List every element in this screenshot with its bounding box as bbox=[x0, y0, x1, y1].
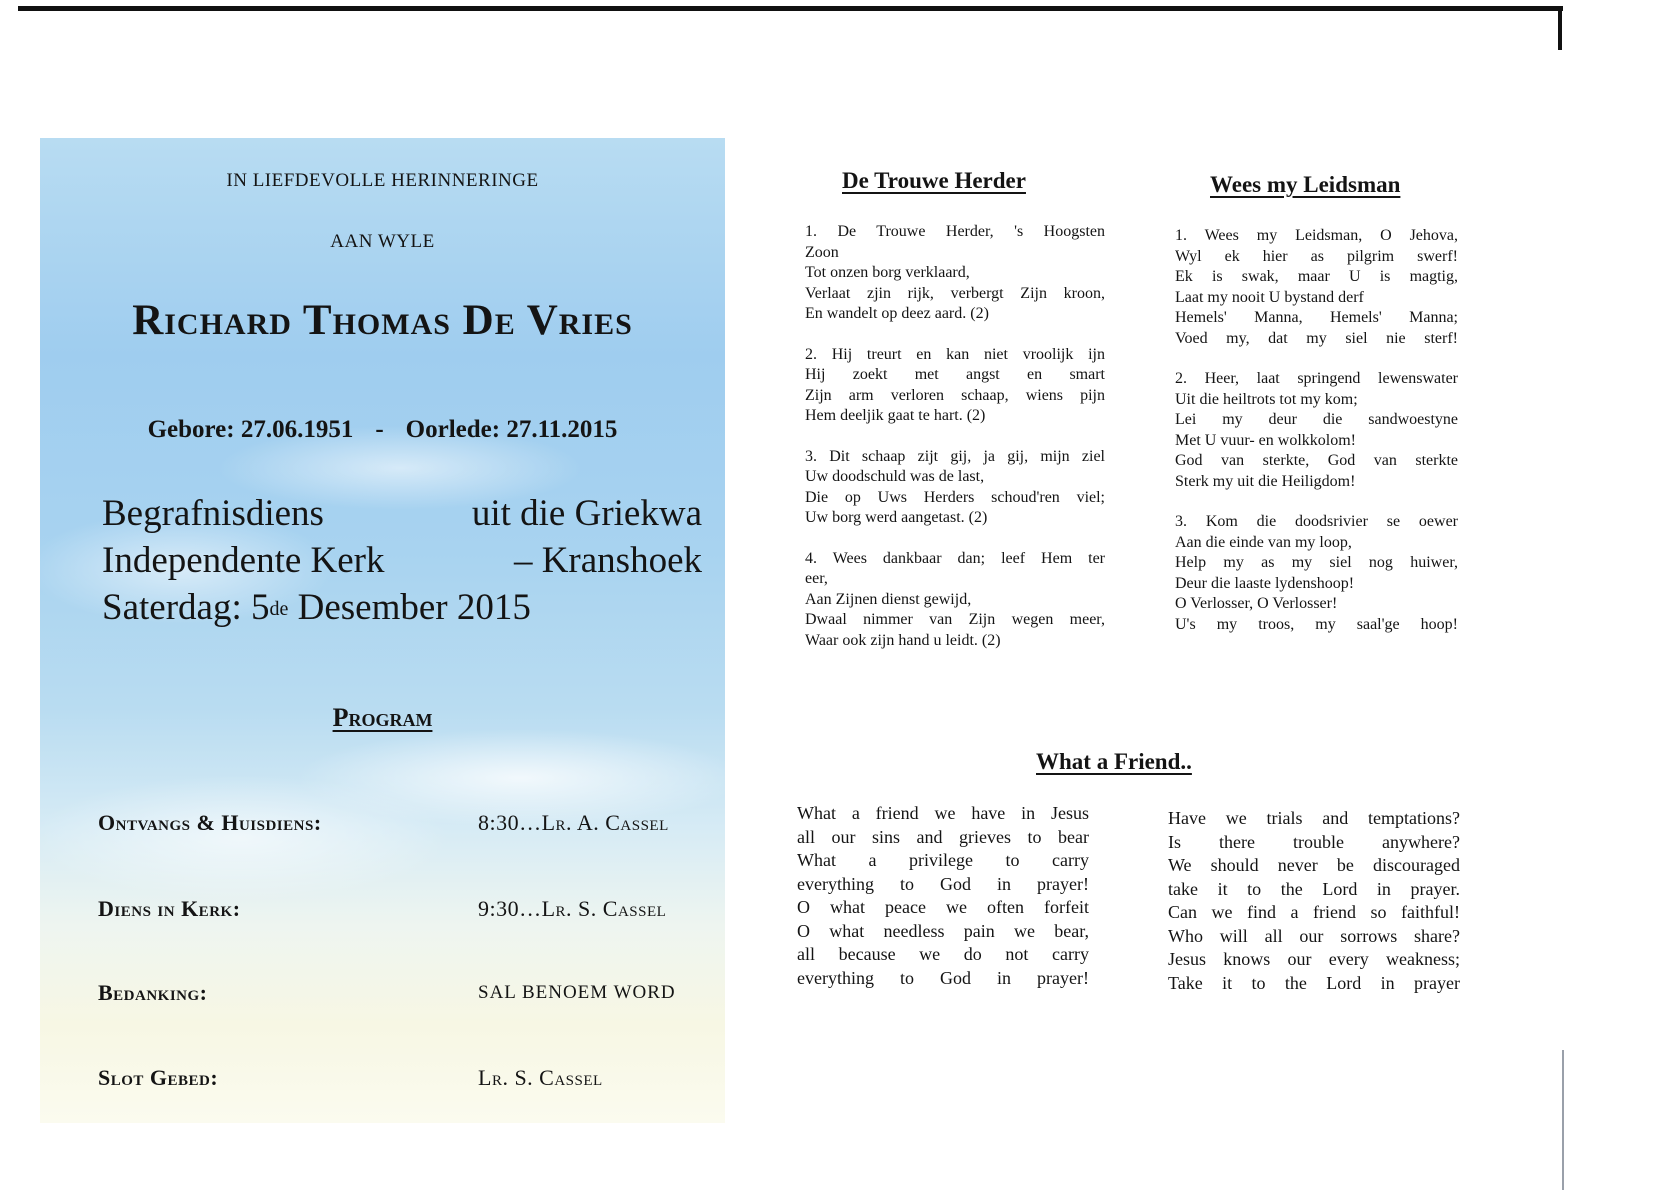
hymn-line: Sterk my uit die Heiligdom! bbox=[1175, 472, 1356, 490]
hymn-line: O what needless pain we bear, bbox=[797, 920, 1089, 941]
hymn-line: Hem deeljik gaat te hart. (2) bbox=[805, 407, 986, 424]
hymn-what-a-friend-right bbox=[1168, 807, 1460, 995]
hymn-line: Hij zoekt met angst en smart bbox=[805, 366, 1105, 383]
hymn-line: Voed my, dat my siel nie sterf! bbox=[1175, 329, 1458, 347]
hymn-line: Deur die laaste lydenshoop! bbox=[1175, 574, 1355, 592]
hymn-line: En wandelt op deez aard. (2) bbox=[805, 305, 989, 322]
hymn-verse bbox=[805, 549, 1105, 652]
of-late-heading: AAN WYLE bbox=[330, 231, 435, 252]
hymn-line: U's my troos, my saal'ge hoop! bbox=[1175, 615, 1458, 633]
in-memory-heading: IN LIEFDEVOLLE HERINNERINGE bbox=[226, 170, 539, 191]
hymn-title-what-a-friend: What a Friend.. bbox=[1036, 749, 1192, 774]
hymn-line: Aan die einde van my loop, bbox=[1175, 533, 1352, 551]
hymn-line: Have we trials and temptations? bbox=[1168, 808, 1460, 828]
program-item-label: Ontvangs & Huisdiens: bbox=[98, 810, 322, 835]
hymn-verse bbox=[1175, 369, 1458, 492]
hymn-line: Who will all our sorrows share? bbox=[1168, 925, 1460, 946]
service-details bbox=[102, 490, 702, 631]
program-item-value: SAL BENOEM WORD bbox=[478, 982, 676, 1003]
programme-cover bbox=[40, 138, 725, 1123]
hymn-line: 4. Wees dankbaar dan; leef Hem ter bbox=[805, 549, 1105, 567]
service-line-2-a: Independente Kerk bbox=[102, 540, 385, 581]
hymn-line: What a privilege to carry bbox=[797, 850, 1089, 870]
program-item-value: Lr. S. Cassel bbox=[478, 1065, 603, 1090]
hymn-line: take it to the Lord in prayer. bbox=[1168, 878, 1460, 899]
hymn-line: Hemels' Manna, Hemels' Manna; bbox=[1175, 309, 1458, 326]
hymn-line: Uw borg werd aangetast. (2) bbox=[805, 509, 988, 526]
hymn-line: We should never be discouraged bbox=[1168, 855, 1460, 875]
hymn-what-a-friend-left bbox=[797, 802, 1089, 990]
program-item-label: Bedanking: bbox=[98, 980, 208, 1005]
hymn-line: Waar ook zijn hand u leidt. (2) bbox=[805, 631, 1001, 649]
hymn-line: O what peace we often forfeit bbox=[797, 897, 1089, 917]
hymn-line: Die op Uws Herders schoud'ren viel; bbox=[805, 488, 1105, 506]
hymn-line: 2. Hij treurt en kan niet vroolijk ijn bbox=[805, 345, 1105, 363]
death-date: Oorlede: 27.11.2015 bbox=[405, 416, 618, 443]
service-line-2 bbox=[102, 537, 702, 584]
hymn-line: 3. Dit schaap zijt gij, ja gij, mijn ziel bbox=[805, 447, 1105, 465]
hymn-line: Wyl ek hier as pilgrim swerf! bbox=[1175, 247, 1458, 265]
hymn-line: everything to God in prayer! bbox=[797, 967, 1089, 988]
hymn-line: O Verlosser, O Verlosser! bbox=[1175, 595, 1338, 612]
hymn-line: 3. Kom die doodsrivier se oewer bbox=[1175, 513, 1458, 530]
hymn-line: 1. Wees my Leidsman, O Jehova, bbox=[1175, 227, 1458, 244]
hymn-title-trouwe-herder: De Trouwe Herder bbox=[842, 168, 1026, 193]
hymn-line: God van sterkte, God van sterkte bbox=[1175, 452, 1458, 469]
hymn-verses-trouwe-herder bbox=[805, 222, 1105, 671]
hymn-line: What a friend we have in Jesus bbox=[797, 803, 1089, 823]
hymn-line: everything to God in prayer! bbox=[797, 873, 1089, 894]
hymn-line: Is there trouble anywhere? bbox=[1168, 831, 1460, 852]
date-separator: - bbox=[375, 416, 384, 443]
service-line-3 bbox=[102, 584, 702, 631]
life-dates bbox=[40, 416, 725, 444]
program-item-label: Slot Gebed: bbox=[98, 1065, 219, 1090]
hymn-verse bbox=[805, 447, 1105, 529]
hymn-line: Verlaat zjin rijk, verbergt Zijn kroon, bbox=[805, 284, 1105, 302]
hymn-line: Laat my nooit U bystand derf bbox=[1175, 288, 1364, 306]
service-line-2-b: – Kranshoek bbox=[513, 540, 702, 581]
hymn-line: 2. Heer, laat springend lewenswater bbox=[1175, 370, 1458, 387]
hymn-line: all because we do not carry bbox=[797, 944, 1089, 964]
hymn-line: Jesus knows our every weakness; bbox=[1168, 949, 1460, 969]
hymn-line: Help my as my siel nog huiwer, bbox=[1175, 554, 1458, 571]
hymn-line: Aan Zijnen dienst gewijd, bbox=[805, 590, 972, 608]
hymn-line: Met U vuur- en wolkkolom! bbox=[1175, 431, 1356, 449]
program-heading: Program bbox=[332, 703, 433, 732]
hymn-line: Lei my deur die sandwoestyne bbox=[1175, 411, 1458, 428]
hymn-line: Take it to the Lord in prayer bbox=[1168, 972, 1460, 993]
service-date-month: Desember 2015 bbox=[288, 587, 531, 628]
hymn-verse bbox=[805, 222, 1105, 325]
program-item-label: Diens in Kerk: bbox=[98, 896, 241, 921]
service-date-suffix: de bbox=[269, 598, 289, 620]
hymn-verses-leidsman bbox=[1175, 226, 1458, 655]
hymn-verse bbox=[805, 345, 1105, 427]
service-date-day: Saterdag: 5 bbox=[102, 587, 270, 628]
hymn-line: Can we find a friend so faithful! bbox=[1168, 902, 1460, 922]
hymn-line: Zoon bbox=[805, 243, 839, 261]
hymn-line: Uw doodschuld was de last, bbox=[805, 468, 985, 485]
hymn-line: all our sins and grieves to bear bbox=[797, 826, 1089, 847]
hymn-line: eer, bbox=[805, 570, 828, 587]
top-border-line bbox=[18, 6, 1563, 11]
service-line-1-b: uit die Griekwa bbox=[471, 493, 702, 534]
hymn-line: Dwaal nimmer van Zijn wegen meer, bbox=[805, 611, 1105, 628]
hymn-line: Tot onzen borg verklaard, bbox=[805, 264, 970, 281]
service-line-1 bbox=[102, 490, 702, 537]
service-line-1-a: Begrafnisdiens bbox=[102, 493, 324, 534]
hymn-title-leidsman: Wees my Leidsman bbox=[1210, 172, 1401, 197]
birth-date: Gebore: 27.06.1951 bbox=[147, 416, 354, 443]
hymn-line: Uit die heiltrots tot my kom; bbox=[1175, 390, 1358, 408]
deceased-name: Richard Thomas De Vries bbox=[132, 297, 633, 344]
right-border-tick bbox=[1558, 6, 1562, 50]
hymn-verse bbox=[1175, 226, 1458, 349]
hymn-line: Zijn arm verloren schaap, wiens pijn bbox=[805, 386, 1105, 404]
hymn-line: Ek is swak, maar U is magtig, bbox=[1175, 268, 1458, 285]
hymn-verse bbox=[1175, 512, 1458, 635]
hymn-line: 1. De Trouwe Herder, 's Hoogsten bbox=[805, 223, 1105, 240]
program-item-value: 9:30…Lr. S. Cassel bbox=[478, 896, 667, 921]
program-item-value: 8:30…Lr. A. Cassel bbox=[478, 810, 669, 835]
right-page-edge bbox=[1562, 1050, 1564, 1190]
